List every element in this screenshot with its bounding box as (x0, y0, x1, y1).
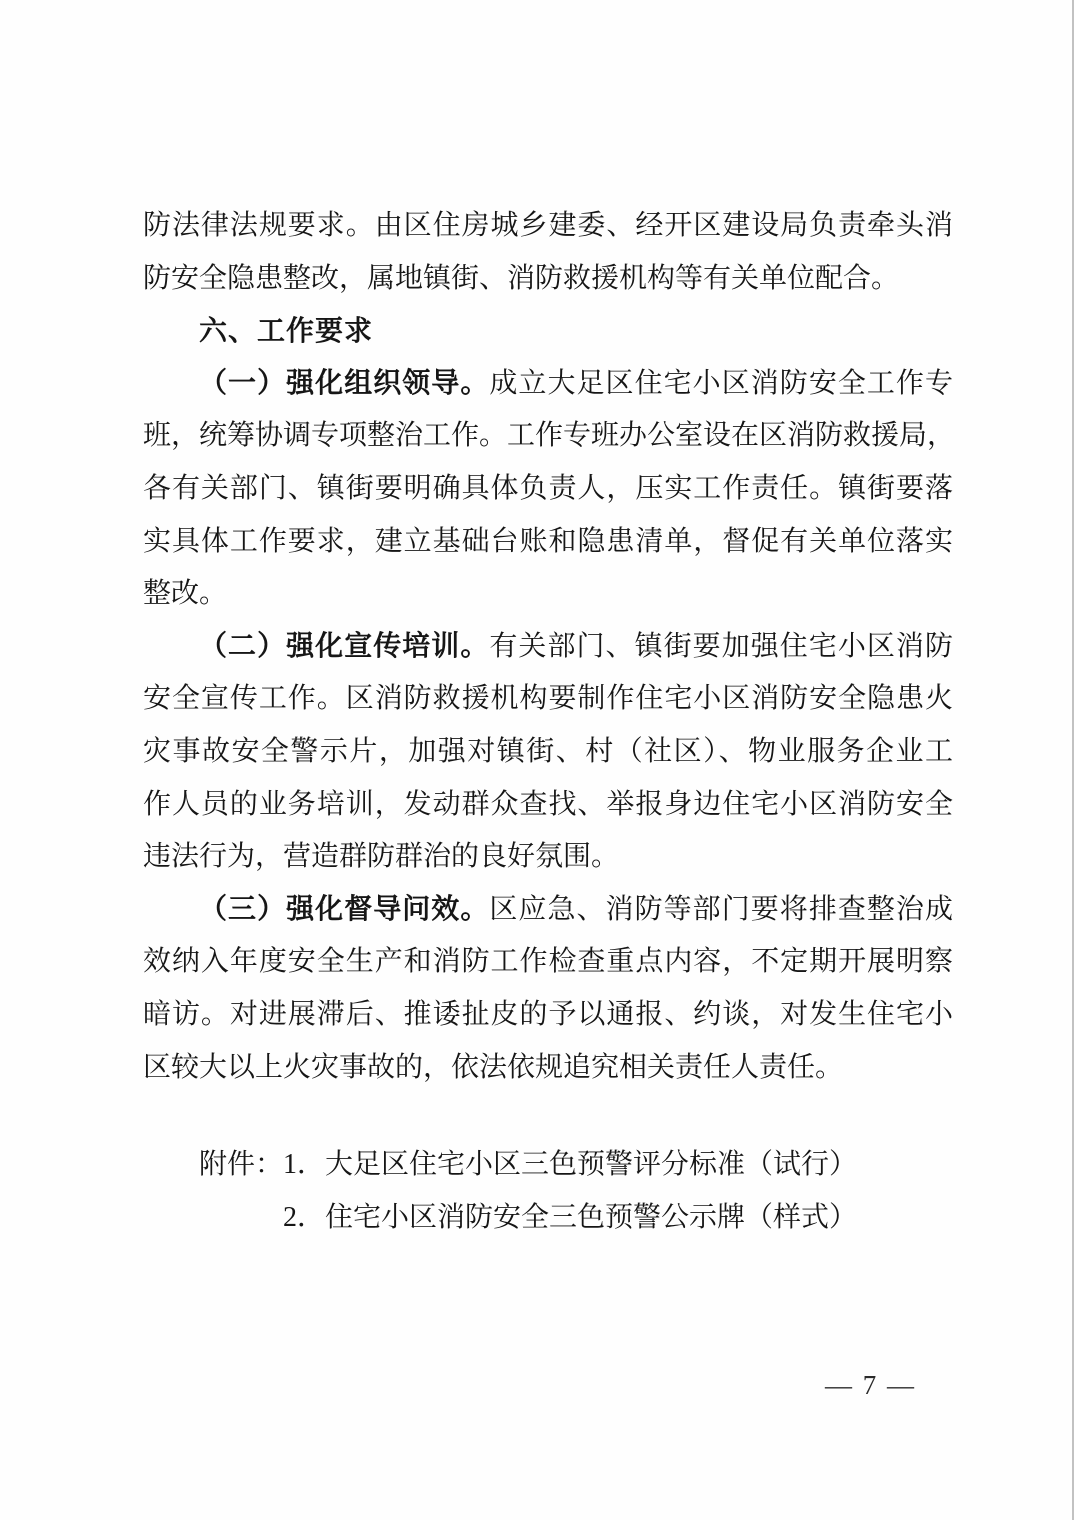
document-line: 效纳入年度安全生产和消防工作检查重点内容，不定期开展明察 (143, 946, 953, 978)
document-line (143, 884, 953, 937)
line-text: 有关部门、镇街要加强住宅小区消防 (489, 630, 953, 662)
document-line: 整改。 (143, 578, 228, 610)
document-line: 灾事故安全警示片，加强对镇街、村（社区）、物业服务企业工 (143, 735, 953, 767)
document-line: 暗访。对进展滞后、推诿扯皮的予以通报、约谈，对发生住宅小 (143, 998, 953, 1030)
document-line: 防法律法规要求。由区住房城乡建委、经开区建设局负责牵头消 (143, 210, 953, 241)
subsection-lead-2: （二）强化宣传培训。 (199, 630, 490, 662)
attachment-line-1: 附件：1．大足区住宅小区三色预警评分标准（试行） (199, 1149, 858, 1181)
document-line: 防安全隐患整改，属地镇街、消防救援机构等有关单位配合。 (143, 262, 900, 294)
document-line (143, 358, 953, 411)
document-line: 区较大以上火灾事故的，依法依规追究相关责任人责任。 (143, 1051, 844, 1083)
document-line (143, 621, 953, 674)
document-line: 安全宣传工作。区消防救援机构要制作住宅小区消防安全隐患火 (143, 683, 953, 715)
document-line: 违法行为，营造群防群治的良好氛围。 (143, 841, 620, 873)
document-line: 班，统筹协调专项整治工作。工作专班办公室设在区消防救援局， (143, 420, 956, 452)
attachment-line-2: 2．住宅小区消防安全三色预警公示牌（样式） (283, 1201, 858, 1233)
document-line: 实具体工作要求，建立基础台账和隐患清单，督促有关单位落实 (143, 525, 953, 557)
line-text: 成立大足区住宅小区消防安全工作专 (489, 367, 953, 399)
line-text: 区应急、消防等部门要将排查整治成 (489, 893, 953, 925)
blank-gap (143, 1094, 953, 1139)
document-line: 各有关部门、镇街要明确具体负责人，压实工作责任。镇街要落 (143, 472, 953, 504)
document-body (143, 200, 956, 1244)
document-line: 作人员的业务培训，发动群众查找、举报身边住宅小区消防安全 (143, 788, 953, 820)
subsection-lead-3: （三）强化督导问效。 (199, 893, 490, 925)
subsection-lead-1: （一）强化组织领导。 (199, 367, 490, 399)
page-number: — 7 — (825, 1370, 916, 1400)
section-heading: 六、工作要求 (199, 315, 374, 347)
